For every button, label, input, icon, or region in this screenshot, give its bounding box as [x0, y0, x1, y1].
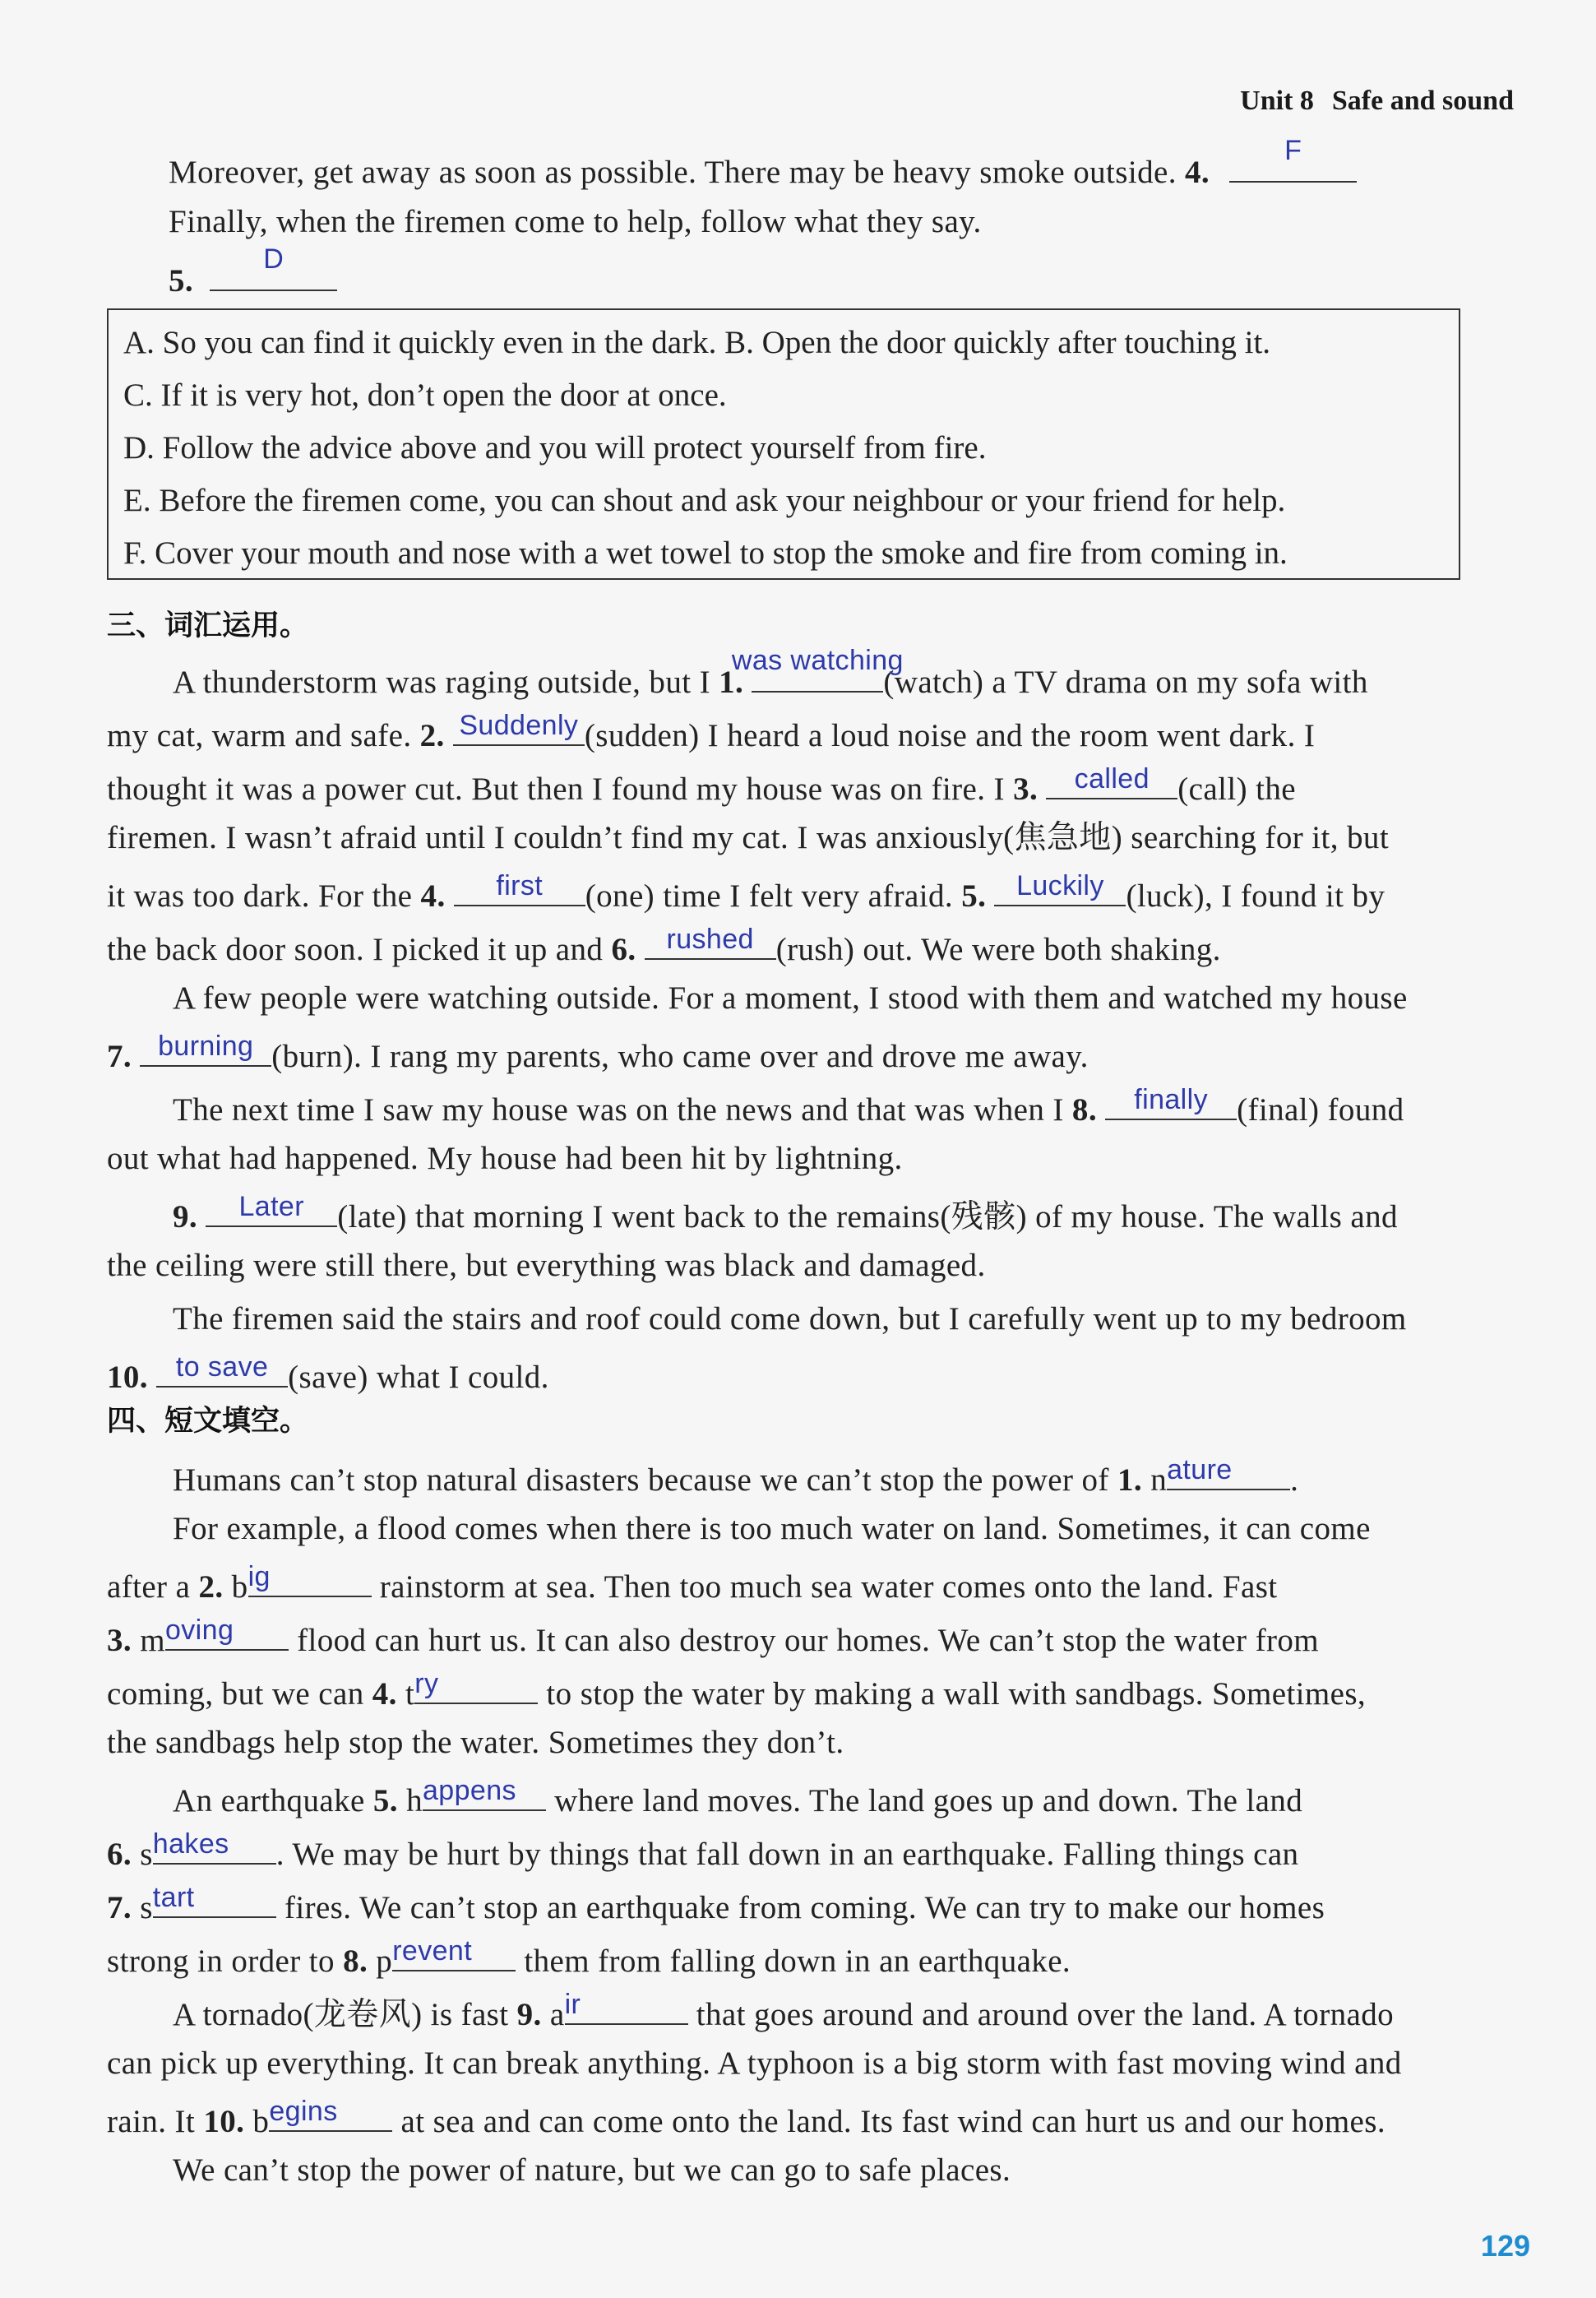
answer-blank — [414, 1670, 538, 1704]
unit-label: Unit 8 — [1240, 86, 1314, 116]
page-number: 129 — [1480, 2229, 1530, 2263]
answer-blank — [140, 1032, 271, 1067]
answer: Luckily — [1016, 870, 1104, 901]
text-line: 7. burning (burn). I rang my parents, who came over and drove me away. — [107, 1031, 1089, 1074]
text-line: coming, but we can 4. t ry to stop the water by making a wall with sandbags. Sometimes, — [107, 1668, 1367, 1712]
text-line: The firemen said the stairs and roof could come down, but I carefully went up to my bedroom — [173, 1301, 1407, 1337]
text-line: after a 2. b ig rainstorm at sea. Then too much sea water comes onto the land. Fast — [107, 1561, 1278, 1605]
answer: ature — [1167, 1454, 1233, 1485]
answer: revent — [392, 1935, 473, 1967]
answer: D — [263, 243, 285, 275]
text-line: strong in order to 8. p revent them from falling down in an earthquake. — [107, 1935, 1071, 1979]
option-line: C. If it is very hot, don’t open the door at once. — [123, 378, 727, 413]
text-line: the sandbags help stop the water. Sometimes they don’t. — [107, 1725, 844, 1760]
answer: ir — [564, 1989, 581, 2020]
answer: was watching — [731, 645, 904, 676]
answer: called — [1074, 763, 1150, 795]
section-heading: 三、词汇运用。 — [107, 609, 309, 642]
answer: Later — [238, 1191, 304, 1222]
text-line: rain. It 10. b egins at sea and can come onto the land. Its fast wind can hurt us and our homes. — [107, 2096, 1386, 2139]
answer-blank — [423, 1777, 546, 1811]
text-line: A thunderstorm was raging outside, but I 1. was watching (watch) a TV drama on my sofa with — [173, 645, 1368, 700]
text-line: 6. s hakes . We may be hurt by things that fall down in an earthquake. Falling things can — [107, 1828, 1299, 1872]
answer: first — [496, 870, 544, 901]
text-line: A tornado(龙卷风) is fast 9. a ir that goes around and around over the land. A tornado — [173, 1989, 1395, 2032]
option-line: A. So you can find it quickly even in the dark. B. Open the door quickly after touching it. — [123, 325, 1271, 360]
answer-blank — [645, 925, 776, 960]
options-box — [107, 308, 1460, 580]
section-heading: 四、短文填空。 — [107, 1405, 309, 1438]
text-line: my cat, warm and safe. 2. Suddenly (sudden) I heard a loud noise and the room went dark. I — [107, 710, 1316, 753]
text-line: it was too dark. For the 4. first (one) time I felt very afraid. 5. Luckily (luck), I found it by — [107, 870, 1386, 914]
answer: ry — [414, 1668, 439, 1699]
answer-blank — [994, 872, 1126, 906]
answer-blank — [1167, 1456, 1290, 1490]
text-line: out what had happened. My house had been hit by lightning. — [107, 1141, 903, 1176]
answer-blank — [1105, 1086, 1237, 1120]
answer-blank — [153, 1883, 276, 1918]
page-header — [1240, 86, 1514, 117]
answer: hakes — [152, 1828, 229, 1860]
answer-blank — [453, 711, 585, 746]
text-line: the back door soon. I picked it up and 6. rushed (rush) out. We were both shaking. — [107, 924, 1221, 967]
answer: ig — [247, 1561, 271, 1592]
answer: to save — [175, 1351, 269, 1383]
answer-blank — [248, 1563, 372, 1597]
text-line: the ceiling were still there, but everything was black and damaged. — [107, 1248, 986, 1283]
text-line: 7. s tart fires. We can’t stop an earthquake from coming. We can try to make our homes — [107, 1882, 1325, 1925]
text-line: 10. to save (save) what I could. — [107, 1351, 549, 1395]
answer: burning — [158, 1031, 254, 1062]
text-line: The next time I saw my house was on the news and that was when I 8. finally (final) found — [173, 1084, 1404, 1128]
answer-blank — [165, 1616, 289, 1651]
option-line: D. Follow the advice above and you will protect yourself from fire. — [123, 430, 987, 466]
option-line: F. Cover your mouth and nose with a wet towel to stop the smoke and fire from coming in. — [123, 535, 1288, 571]
answer: F — [1284, 135, 1302, 166]
answer-blank — [153, 1830, 276, 1865]
text-line: firemen. I wasn’t afraid until I couldn’t find my cat. I was anxiously(焦急地) searching for it, but — [107, 820, 1390, 855]
text-line: Moreover, get away as soon as possible. There may be heavy smoke outside. 4. F — [169, 148, 1357, 192]
answer-blank — [392, 1937, 516, 1971]
answer-blank — [565, 1990, 688, 2025]
answer-blank — [454, 872, 585, 906]
text-line: 9. Later (late) that morning I went back to the remains(残骸) of my house. The walls and — [173, 1191, 1398, 1235]
answer: rushed — [666, 924, 754, 955]
answer: tart — [152, 1882, 195, 1913]
answer: oving — [164, 1615, 234, 1646]
answer: appens — [422, 1775, 516, 1806]
text-line: For example, a flood comes when there is too much water on land. Sometimes, it can come — [173, 1511, 1371, 1546]
answer-blank — [731, 645, 904, 693]
answer-blank — [1046, 765, 1177, 799]
answer-blank — [1229, 135, 1357, 183]
text-line: thought it was a power cut. But then I found my house was on fire. I 3. called (call) the — [107, 763, 1296, 807]
option-line: E. Before the firemen come, you can shout and ask your neighbour or your friend for help. — [123, 483, 1286, 518]
text-line: An earthquake 5. h appens where land moves. The land goes up and down. The land — [173, 1775, 1303, 1818]
unit-title: Safe and sound — [1331, 86, 1514, 116]
text-line: 3. m oving flood can hurt us. It can also destroy our homes. We can’t stop the water from — [107, 1615, 1320, 1658]
answer-blank — [206, 1193, 337, 1227]
text-line: can pick up everything. It can break anything. A typhoon is a big storm with fast moving wind and — [107, 2045, 1402, 2081]
answer: egins — [269, 2096, 338, 2127]
answer-blank — [269, 2097, 392, 2132]
answer: finally — [1134, 1084, 1208, 1115]
answer-blank — [156, 1353, 288, 1388]
answer: Suddenly — [459, 710, 579, 741]
text-line: A few people were watching outside. For a moment, I stood with them and watched my house — [173, 980, 1408, 1016]
text-line: Humans can’t stop natural disasters because we can’t stop the power of 1. n ature . — [173, 1454, 1299, 1498]
text-line: Finally, when the firemen come to help, follow what they say. — [169, 204, 982, 239]
text-line: We can’t stop the power of nature, but we can go to safe places. — [173, 2152, 1011, 2188]
text-line: 5. D — [169, 257, 337, 301]
